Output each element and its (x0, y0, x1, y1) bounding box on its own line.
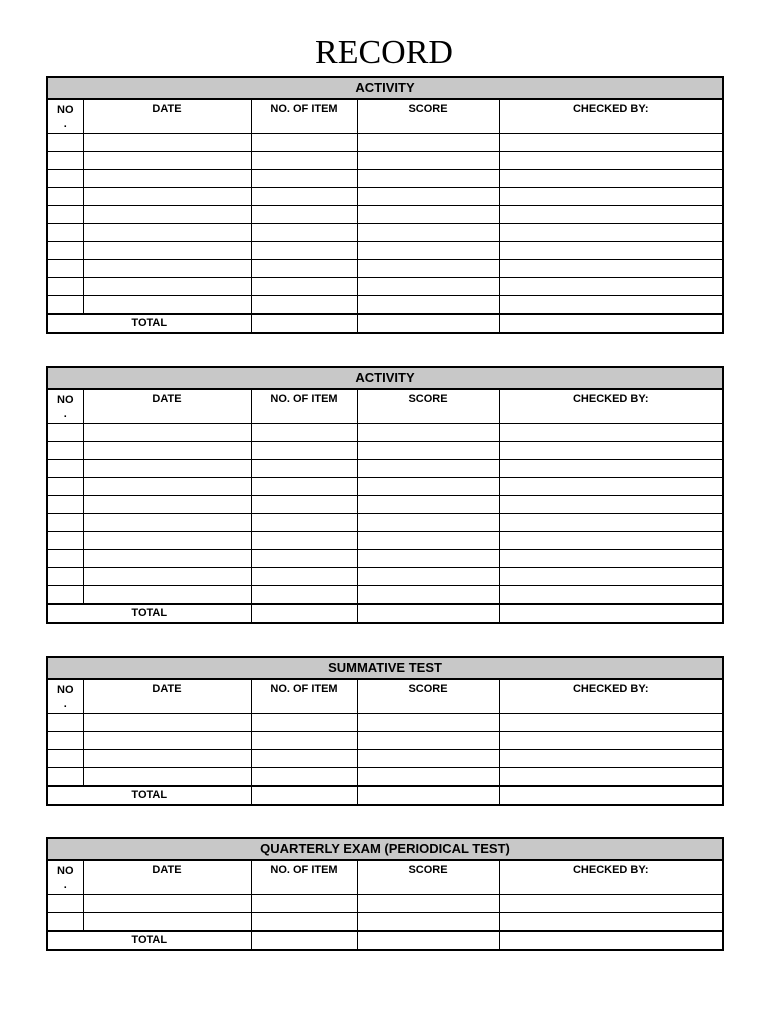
table-row (47, 187, 723, 205)
cell-items[interactable] (251, 223, 357, 241)
cell-no[interactable] (47, 767, 83, 786)
cell-checked[interactable] (499, 731, 723, 749)
cell-score[interactable] (357, 585, 499, 604)
cell-no[interactable] (47, 205, 83, 223)
cell-date[interactable] (83, 912, 251, 931)
cell-checked[interactable] (499, 259, 723, 277)
cell-checked[interactable] (499, 495, 723, 513)
cell-checked[interactable] (499, 567, 723, 585)
cell-date[interactable] (83, 731, 251, 749)
cell-date[interactable] (83, 767, 251, 786)
record-table (46, 837, 724, 951)
cell-items[interactable] (251, 241, 357, 259)
cell-no[interactable] (47, 495, 83, 513)
total-score[interactable] (357, 604, 499, 623)
cell-no[interactable] (47, 441, 83, 459)
cell-no[interactable] (47, 277, 83, 295)
cell-score[interactable] (357, 513, 499, 531)
cell-no[interactable] (47, 151, 83, 169)
col-header-items: NO. OF ITEM (251, 860, 357, 894)
cell-items[interactable] (251, 133, 357, 151)
col-header-date: DATE (83, 860, 251, 894)
cell-checked[interactable] (499, 205, 723, 223)
cell-no[interactable] (47, 459, 83, 477)
total-items[interactable] (251, 314, 357, 333)
cell-items[interactable] (251, 767, 357, 786)
cell-items[interactable] (251, 277, 357, 295)
total-row (47, 931, 723, 950)
record-table (46, 656, 724, 806)
cell-no[interactable] (47, 567, 83, 585)
cell-checked[interactable] (499, 549, 723, 567)
total-checked[interactable] (499, 604, 723, 623)
cell-score[interactable] (357, 223, 499, 241)
col-header-checked: CHECKED BY: (499, 679, 723, 713)
table-row (47, 151, 723, 169)
section-title: QUARTERLY EXAM (PERIODICAL TEST) (47, 838, 723, 860)
col-header-items: NO. OF ITEM (251, 389, 357, 423)
table-row (47, 259, 723, 277)
col-header-no: NO . (47, 679, 83, 713)
cell-score[interactable] (357, 277, 499, 295)
total-checked[interactable] (499, 786, 723, 805)
cell-date[interactable] (83, 241, 251, 259)
cell-items[interactable] (251, 259, 357, 277)
cell-items[interactable] (251, 531, 357, 549)
cell-no[interactable] (47, 259, 83, 277)
cell-items[interactable] (251, 713, 357, 731)
table-row (47, 713, 723, 731)
total-score[interactable] (357, 314, 499, 333)
cell-date[interactable] (83, 169, 251, 187)
cell-checked[interactable] (499, 169, 723, 187)
cell-score[interactable] (357, 749, 499, 767)
cell-checked[interactable] (499, 513, 723, 531)
cell-date[interactable] (83, 459, 251, 477)
cell-items[interactable] (251, 151, 357, 169)
cell-score[interactable] (357, 259, 499, 277)
table-row (47, 767, 723, 786)
cell-no[interactable] (47, 912, 83, 931)
cell-score[interactable] (357, 423, 499, 441)
cell-checked[interactable] (499, 585, 723, 604)
table-row (47, 495, 723, 513)
col-header-checked: CHECKED BY: (499, 860, 723, 894)
cell-date[interactable] (83, 477, 251, 495)
cell-items[interactable] (251, 912, 357, 931)
cell-checked[interactable] (499, 223, 723, 241)
total-score[interactable] (357, 931, 499, 950)
cell-no[interactable] (47, 133, 83, 151)
table-row (47, 277, 723, 295)
cell-items[interactable] (251, 731, 357, 749)
cell-checked[interactable] (499, 295, 723, 314)
cell-items[interactable] (251, 459, 357, 477)
table-row (47, 731, 723, 749)
table-row (47, 531, 723, 549)
cell-date[interactable] (83, 549, 251, 567)
cell-checked[interactable] (499, 713, 723, 731)
cell-checked[interactable] (499, 894, 723, 912)
record-table (46, 366, 724, 624)
cell-score[interactable] (357, 205, 499, 223)
cell-score[interactable] (357, 549, 499, 567)
cell-score[interactable] (357, 495, 499, 513)
cell-items[interactable] (251, 423, 357, 441)
cell-no[interactable] (47, 894, 83, 912)
section-title: ACTIVITY (47, 367, 723, 389)
col-header-no: NO . (47, 860, 83, 894)
cell-date[interactable] (83, 187, 251, 205)
cell-items[interactable] (251, 169, 357, 187)
cell-no[interactable] (47, 585, 83, 604)
cell-items[interactable] (251, 894, 357, 912)
cell-score[interactable] (357, 441, 499, 459)
cell-items[interactable] (251, 205, 357, 223)
cell-checked[interactable] (499, 151, 723, 169)
cell-score[interactable] (357, 477, 499, 495)
cell-items[interactable] (251, 441, 357, 459)
cell-score[interactable] (357, 241, 499, 259)
table-row (47, 205, 723, 223)
cell-checked[interactable] (499, 423, 723, 441)
table-row (47, 912, 723, 931)
cell-date[interactable] (83, 205, 251, 223)
total-items[interactable] (251, 786, 357, 805)
table-row (47, 441, 723, 459)
cell-no[interactable] (47, 731, 83, 749)
cell-no[interactable] (47, 187, 83, 205)
col-header-score: SCORE (357, 860, 499, 894)
total-label: TOTAL (47, 931, 251, 950)
col-header-date: DATE (83, 389, 251, 423)
cell-items[interactable] (251, 513, 357, 531)
cell-no[interactable] (47, 749, 83, 767)
cell-date[interactable] (83, 423, 251, 441)
cell-no[interactable] (47, 169, 83, 187)
cell-score[interactable] (357, 713, 499, 731)
col-header-no: NO . (47, 389, 83, 423)
cell-no[interactable] (47, 713, 83, 731)
total-row (47, 314, 723, 333)
cell-no[interactable] (47, 531, 83, 549)
col-header-items: NO. OF ITEM (251, 99, 357, 133)
cell-date[interactable] (83, 513, 251, 531)
table-row (47, 241, 723, 259)
col-header-checked: CHECKED BY: (499, 99, 723, 133)
cell-items[interactable] (251, 549, 357, 567)
cell-date[interactable] (83, 531, 251, 549)
cell-date[interactable] (83, 259, 251, 277)
cell-no[interactable] (47, 423, 83, 441)
section-title: ACTIVITY (47, 77, 723, 99)
cell-score[interactable] (357, 912, 499, 931)
cell-date[interactable] (83, 713, 251, 731)
cell-items[interactable] (251, 495, 357, 513)
cell-date[interactable] (83, 151, 251, 169)
cell-score[interactable] (357, 894, 499, 912)
table-row (47, 749, 723, 767)
cell-score[interactable] (357, 295, 499, 314)
cell-score[interactable] (357, 731, 499, 749)
section-title: SUMMATIVE TEST (47, 657, 723, 679)
col-header-score: SCORE (357, 389, 499, 423)
cell-date[interactable] (83, 277, 251, 295)
total-label: TOTAL (47, 314, 251, 333)
col-header-score: SCORE (357, 99, 499, 133)
cell-checked[interactable] (499, 441, 723, 459)
total-label: TOTAL (47, 604, 251, 623)
total-checked[interactable] (499, 314, 723, 333)
cell-checked[interactable] (499, 767, 723, 786)
total-items[interactable] (251, 604, 357, 623)
col-header-score: SCORE (357, 679, 499, 713)
cell-score[interactable] (357, 567, 499, 585)
cell-checked[interactable] (499, 241, 723, 259)
cell-score[interactable] (357, 169, 499, 187)
cell-date[interactable] (83, 495, 251, 513)
cell-checked[interactable] (499, 133, 723, 151)
col-header-no: NO . (47, 99, 83, 133)
cell-checked[interactable] (499, 187, 723, 205)
cell-checked[interactable] (499, 912, 723, 931)
col-header-date: DATE (83, 679, 251, 713)
record-table (46, 76, 724, 334)
cell-date[interactable] (83, 894, 251, 912)
table-row (47, 567, 723, 585)
cell-no[interactable] (47, 241, 83, 259)
table-row (47, 894, 723, 912)
table-row (47, 169, 723, 187)
col-header-date: DATE (83, 99, 251, 133)
cell-no[interactable] (47, 513, 83, 531)
cell-items[interactable] (251, 585, 357, 604)
cell-date[interactable] (83, 441, 251, 459)
cell-items[interactable] (251, 187, 357, 205)
cell-checked[interactable] (499, 531, 723, 549)
table-row (47, 477, 723, 495)
col-header-items: NO. OF ITEM (251, 679, 357, 713)
cell-date[interactable] (83, 585, 251, 604)
cell-no[interactable] (47, 549, 83, 567)
cell-no[interactable] (47, 223, 83, 241)
cell-score[interactable] (357, 459, 499, 477)
cell-items[interactable] (251, 477, 357, 495)
cell-checked[interactable] (499, 459, 723, 477)
cell-date[interactable] (83, 223, 251, 241)
table-row (47, 295, 723, 314)
cell-checked[interactable] (499, 277, 723, 295)
total-items[interactable] (251, 931, 357, 950)
cell-items[interactable] (251, 567, 357, 585)
table-row (47, 459, 723, 477)
table-row (47, 549, 723, 567)
col-header-checked: CHECKED BY: (499, 389, 723, 423)
total-row (47, 786, 723, 805)
table-row (47, 223, 723, 241)
table-row (47, 585, 723, 604)
cell-score[interactable] (357, 133, 499, 151)
total-checked[interactable] (499, 931, 723, 950)
cell-checked[interactable] (499, 477, 723, 495)
cell-items[interactable] (251, 295, 357, 314)
page-title: RECORD (315, 34, 453, 71)
total-label: TOTAL (47, 786, 251, 805)
cell-date[interactable] (83, 133, 251, 151)
total-score[interactable] (357, 786, 499, 805)
table-row (47, 133, 723, 151)
cell-checked[interactable] (499, 749, 723, 767)
total-row (47, 604, 723, 623)
cell-no[interactable] (47, 477, 83, 495)
cell-date[interactable] (83, 295, 251, 314)
table-row (47, 513, 723, 531)
cell-score[interactable] (357, 151, 499, 169)
cell-date[interactable] (83, 567, 251, 585)
cell-no[interactable] (47, 295, 83, 314)
cell-score[interactable] (357, 187, 499, 205)
cell-date[interactable] (83, 749, 251, 767)
cell-items[interactable] (251, 749, 357, 767)
table-row (47, 423, 723, 441)
cell-score[interactable] (357, 531, 499, 549)
cell-score[interactable] (357, 767, 499, 786)
